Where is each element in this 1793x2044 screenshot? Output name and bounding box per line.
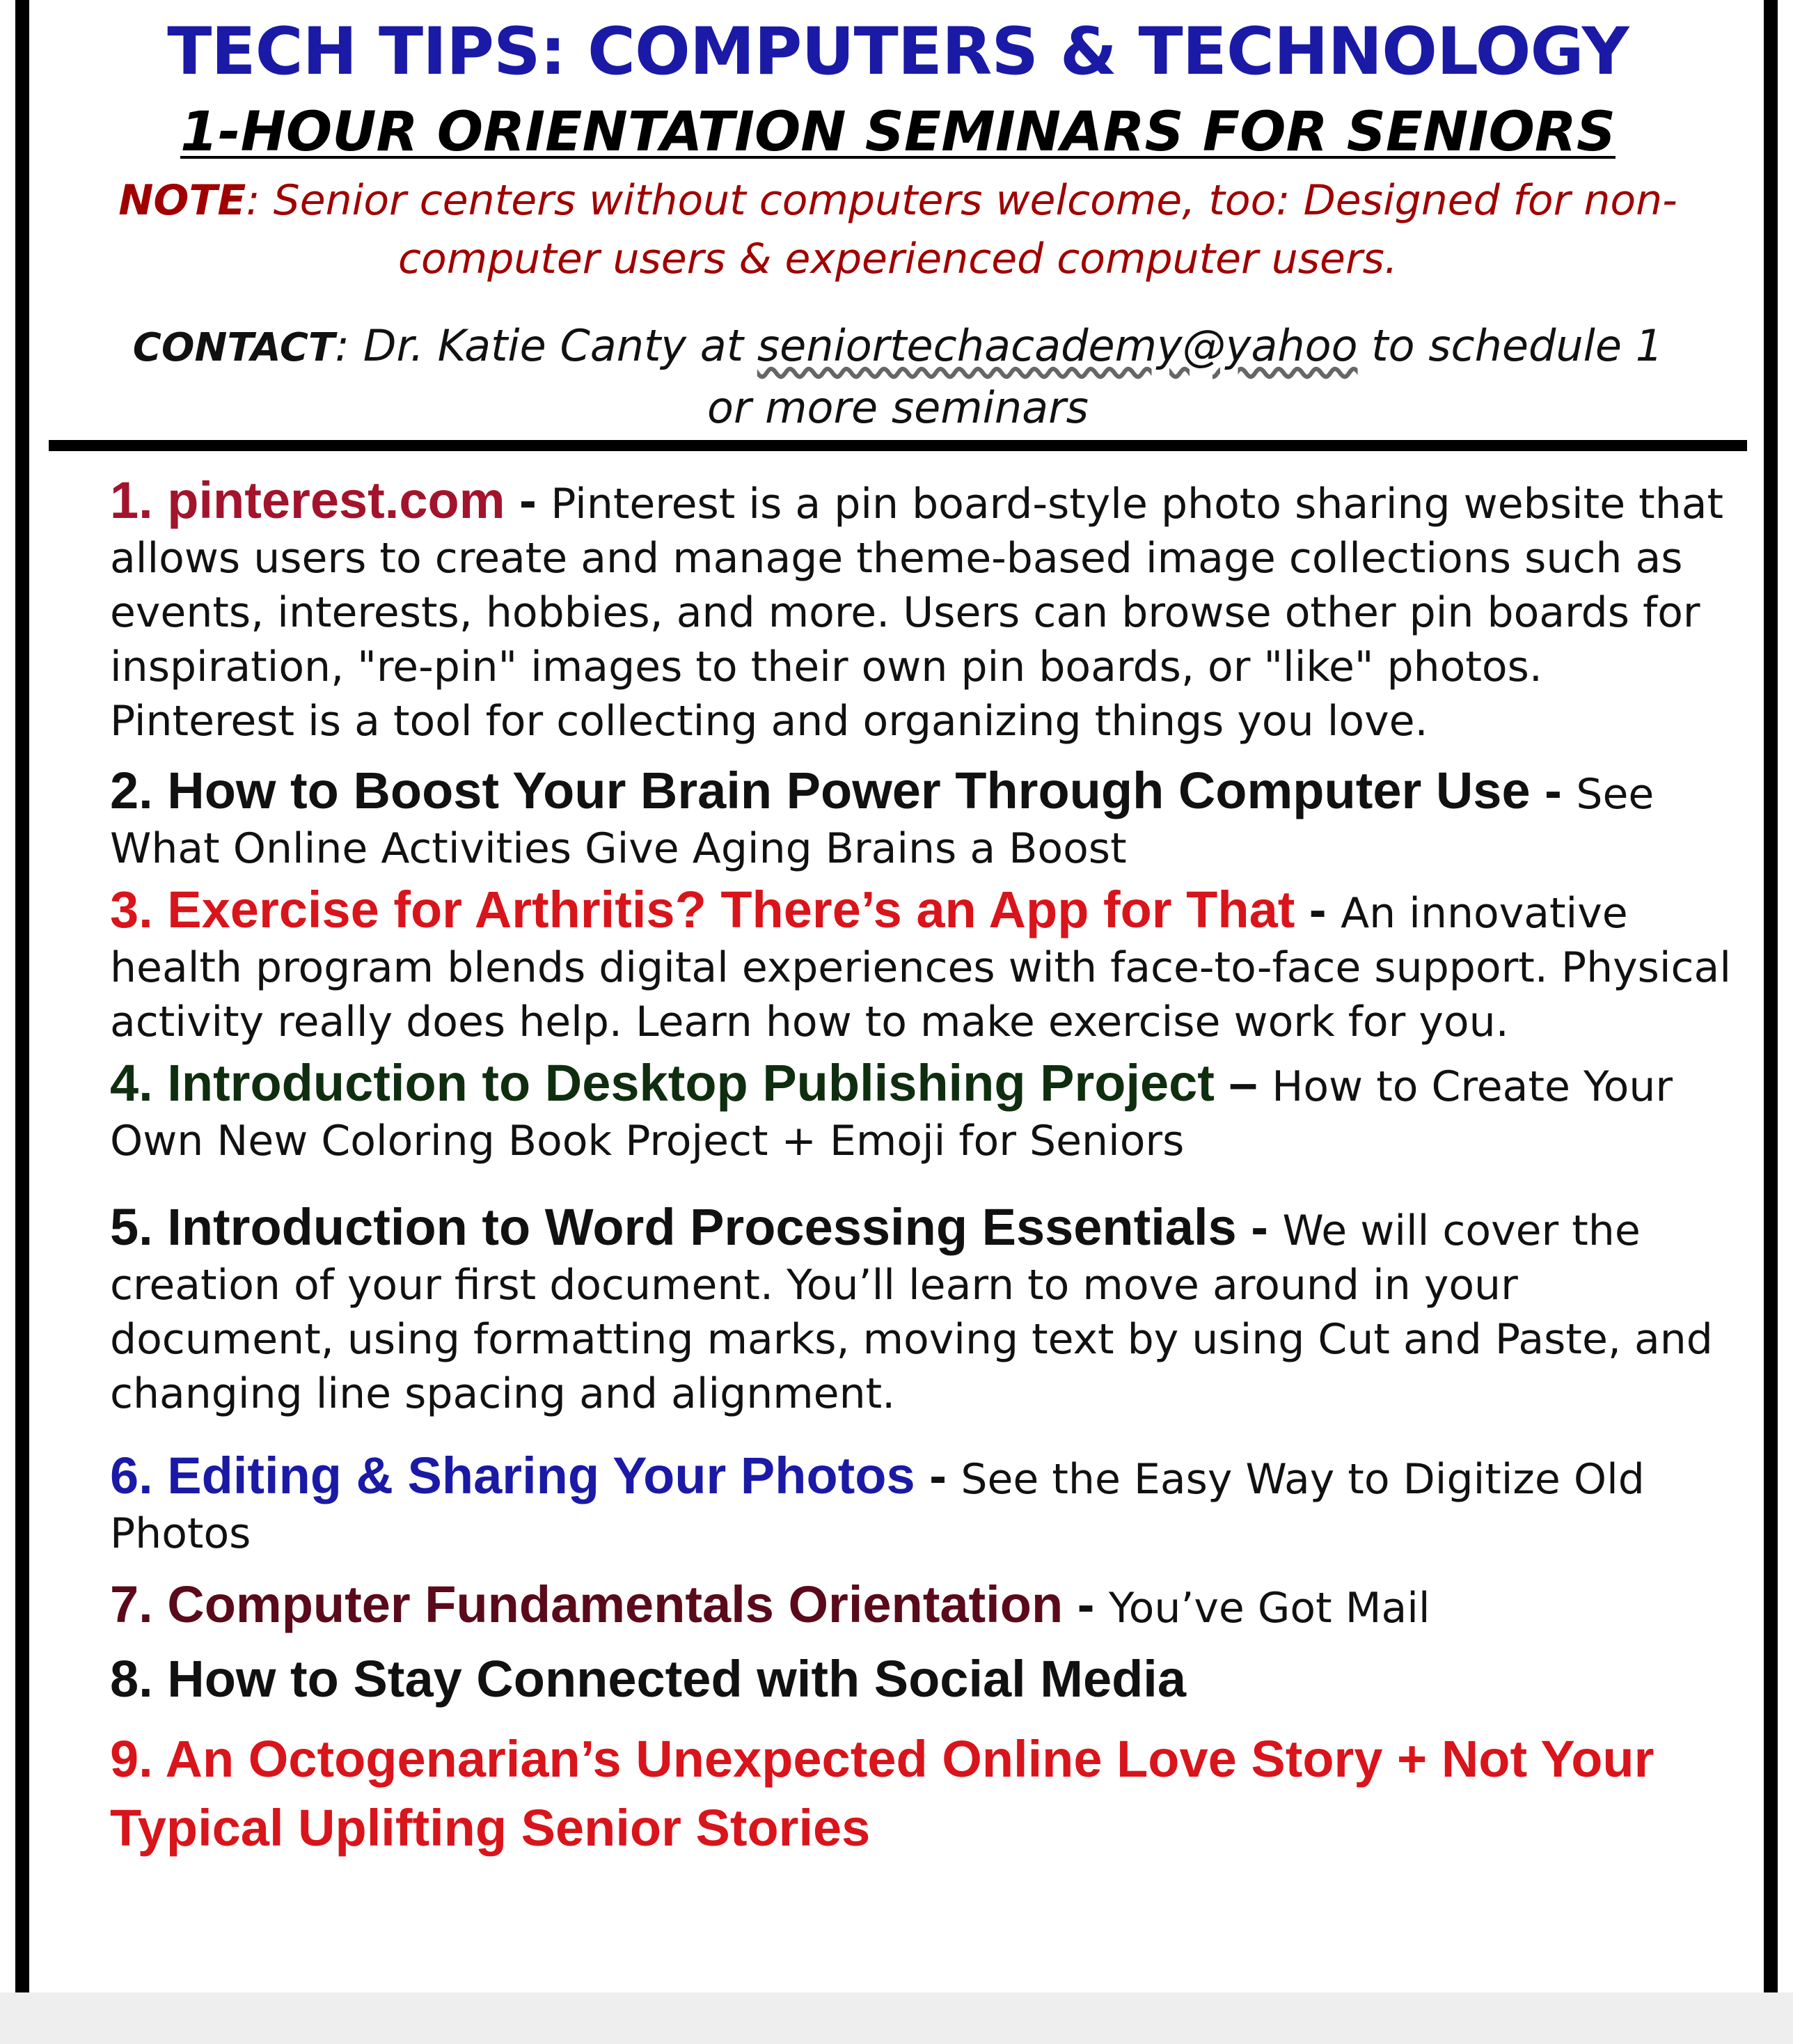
contact-suffix: to schedule 1 or more seminars — [707, 320, 1664, 433]
contact-email-link[interactable]: seniortechacademy@yahoo — [757, 320, 1358, 371]
seminar-item-8 — [110, 1652, 1739, 1710]
seminar-desc-1: Pinterest is a pin board-style photo sharing website that allows users to create and manage theme-based image collections such as events, interests, hobbies, and more. Users can browse other pin boards for inspiration, "re-pin" images to their own pin boards, or "like" photos. Pinterest is a tool for collecting and organizing things you love. — [110, 480, 1724, 746]
note-text: : Senior centers without computers welcome, too: Designed for non-computer users & experienced computer users. — [246, 176, 1677, 283]
seminar-title-7: 7. Computer Fundamentals Orientation — [110, 1575, 1064, 1633]
seminar-title-4: 4. Introduction to Desktop Publishing Project — [110, 1054, 1215, 1112]
page-subtitle — [42, 99, 1754, 166]
seminar-desc-5: We will cover the creation of your first document. You’ll learn to move around in your document, using formatting marks, moving text by using Cut and Paste, and changing line spacing and alignment. — [110, 1206, 1713, 1418]
seminar-sep-5: - — [1236, 1198, 1283, 1256]
flyer-header — [42, 13, 1754, 438]
seminar-title-9: 9. An Octogenarian’s Unexpected Online Love Story + Not Your Typical Uplifting Senior Stories — [110, 1730, 1654, 1857]
contact-label: CONTACT — [132, 325, 335, 370]
seminar-item-9 — [110, 1727, 1739, 1864]
contact-paragraph — [42, 316, 1754, 438]
seminar-title-6: 6. Editing & Sharing Your Photos — [110, 1447, 915, 1504]
seminar-sep-2: - — [1530, 762, 1577, 819]
note-label: NOTE — [118, 176, 246, 225]
seminar-title-3: 3. Exercise for Arthritis? There’s an App for That — [110, 881, 1295, 938]
subtitle-text: 1-HOUR ORIENTATION SEMINARS FOR SENIORS — [180, 101, 1616, 164]
seminar-list — [110, 473, 1739, 1864]
seminar-title-5: 5. Introduction to Word Processing Essentials — [110, 1198, 1237, 1256]
seminar-item-3 — [110, 883, 1739, 1049]
page-title: TECH TIPS: COMPUTERS & TECHNOLOGY — [167, 14, 1629, 90]
seminar-item-7 — [110, 1575, 1739, 1635]
seminar-item-5 — [110, 1200, 1739, 1421]
right-border — [1764, 0, 1778, 1992]
note-paragraph — [42, 171, 1754, 288]
seminar-item-6 — [110, 1449, 1739, 1561]
seminar-title-8: 8. How to Stay Connected with Social Media — [110, 1650, 1187, 1708]
seminar-desc-6: See the Easy Way to Digitize Old Photos — [110, 1455, 1645, 1558]
seminar-sep-4: – — [1214, 1054, 1272, 1112]
seminar-item-4 — [110, 1056, 1739, 1168]
bottom-strip — [0, 1992, 1793, 2044]
seminar-sep-1: - — [505, 471, 551, 529]
seminar-desc-2: See What Online Activities Give Aging Brains a Boost — [110, 770, 1654, 873]
seminar-sep-3: - — [1295, 881, 1341, 938]
seminar-sep-6: - — [915, 1447, 961, 1504]
left-border — [15, 0, 29, 1992]
header-divider — [49, 440, 1747, 451]
seminar-sep-7: - — [1063, 1575, 1109, 1633]
seminar-title-1: 1. pinterest.com — [110, 471, 505, 529]
seminar-desc-4: How to Create Your Own New Coloring Book Project + Emoji for Seniors — [110, 1062, 1673, 1165]
seminar-title-2: 2. How to Boost Your Brain Power Through Computer Use — [110, 762, 1531, 819]
seminar-item-1 — [110, 473, 1739, 748]
seminar-desc-3: An innovative health program blends digital experiences with face-to-face support. Physical activity really does help. Learn how to make exercise work for you. — [110, 889, 1731, 1046]
contact-prefix: : Dr. Katie Canty at — [335, 320, 757, 371]
seminar-item-2 — [110, 764, 1739, 876]
seminar-desc-7: You’ve Got Mail — [1108, 1584, 1430, 1633]
